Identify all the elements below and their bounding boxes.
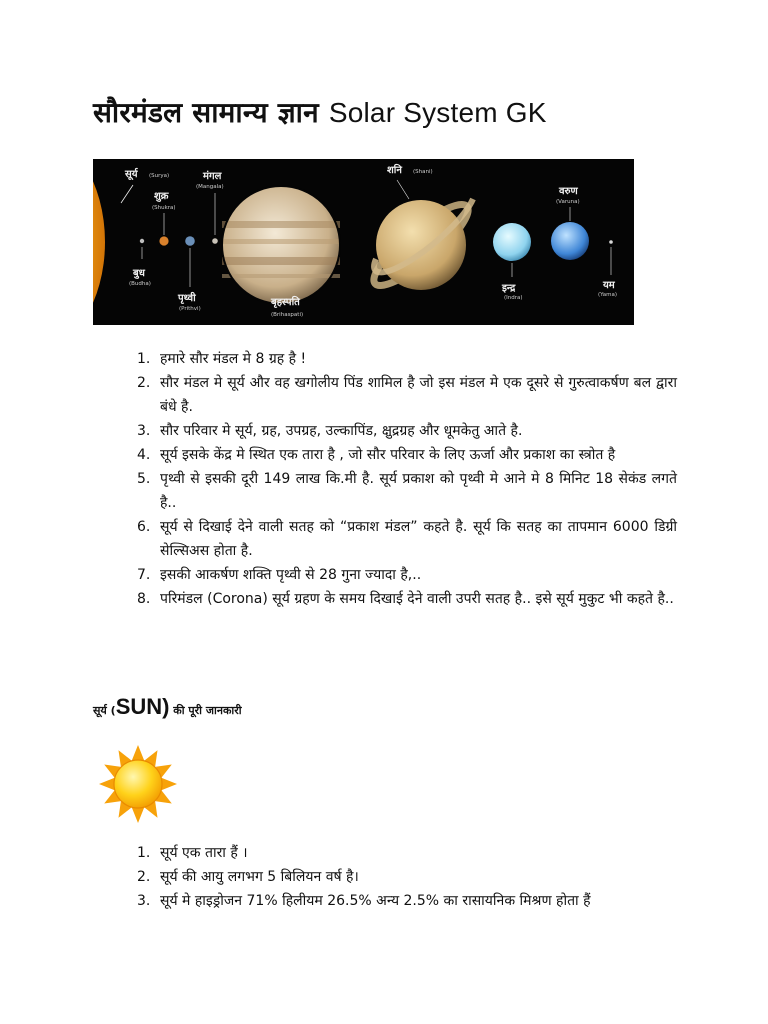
label-pluto: यम <box>603 280 615 291</box>
label-jupiter-sub: (Brihaspati) <box>271 312 304 318</box>
list-item-number: 4. <box>137 447 151 463</box>
fact-list-item <box>137 443 677 467</box>
page-title <box>93 93 547 131</box>
sun-section-heading <box>93 694 242 720</box>
neptune-shape <box>551 222 589 260</box>
label-mercury: बुध <box>133 268 145 279</box>
label-earth-sub: (Prithvi) <box>179 306 201 312</box>
label-neptune: वरुण <box>559 186 578 197</box>
mars-shape <box>212 238 218 244</box>
mercury-shape <box>140 239 144 243</box>
sun-facts-list <box>137 841 677 913</box>
list-item-number: 6. <box>137 519 151 535</box>
uranus-shape <box>493 223 531 261</box>
label-mars-sub: (Mangala) <box>196 184 224 190</box>
label-mercury-sub: (Budha) <box>129 281 151 287</box>
label-neptune-sub: (Varuna) <box>556 199 580 205</box>
label-earth: पृथ्वी <box>178 293 196 304</box>
list-item-text: सूर्य की आयु लगभग 5 बिलियन वर्ष है। <box>160 869 359 885</box>
solar-system-image <box>93 159 634 325</box>
fact-list-item <box>137 467 677 515</box>
venus-shape <box>159 236 168 245</box>
list-item-number: 1. <box>137 845 151 861</box>
fact-list-item <box>137 419 677 443</box>
list-item-number: 2. <box>137 869 151 885</box>
sun-heading-suffix: की पूरी जानकारी <box>169 704 242 717</box>
list-item-number: 5. <box>137 471 151 487</box>
sun-shape <box>93 159 105 325</box>
label-uranus: इन्द्र <box>502 283 516 294</box>
list-item-number: 1. <box>137 351 151 367</box>
label-uranus-sub: (Indra) <box>504 295 523 301</box>
list-item-number: 3. <box>137 893 151 909</box>
label-saturn-sub: (Shani) <box>413 169 433 175</box>
fact-list-item <box>137 371 677 419</box>
label-jupiter: बृहस्पति <box>271 297 300 308</box>
list-item-text: पृथ्वी से इसकी दूरी 149 लाख कि.मी है. सूर्य प्रकाश को पृथ्वी मे आने मे 8 मिनिट 18 सेकंड लगते है.. <box>160 471 677 511</box>
earth-shape <box>185 236 195 246</box>
list-item-number: 3. <box>137 423 151 439</box>
pluto-shape <box>609 240 613 244</box>
list-item-text: हमारे सौर मंडल मे 8 ग्रह है ! <box>160 351 307 367</box>
sun-heading-prefix: सूर्य ( <box>93 704 116 717</box>
list-item-text: सूर्य मे हाइड्रोजन 71% हिलीयम 26.5% अन्य 2.5% का रासायनिक मिश्रण होता हैं <box>160 893 591 909</box>
label-sun: सूर्य <box>125 169 138 180</box>
sun-icon <box>95 744 181 824</box>
list-item-number: 7. <box>137 567 151 583</box>
label-mars: मंगल <box>203 171 222 182</box>
fact-list-item <box>137 587 677 611</box>
list-item-text: इसकी आकर्षण शक्ति पृथ्वी से 28 गुना ज्यादा है,.. <box>160 567 422 583</box>
list-item-number: 2. <box>137 375 151 391</box>
list-item-number: 8. <box>137 591 151 607</box>
page-title-hindi: सौरमंडल सामान्य ज्ञान <box>93 96 319 129</box>
label-venus: शुक्र <box>154 191 169 202</box>
list-item-text: परिमंडल (Corona) सूर्य ग्रहण के समय दिखाई देने वाली उपरी सतह है.. इसे सूर्य मुकुट भी कहते है.. <box>160 591 674 607</box>
sun-fact-list-item <box>137 865 677 889</box>
label-sun-sub: (Surya) <box>149 173 170 179</box>
list-item-text: सौर मंडल मे सूर्य और वह खगोलीय पिंड शामिल है जो इस मंडल मे एक दूसरे से गुरुत्वाकर्षण बल द्वारा बंधे है. <box>160 375 677 415</box>
label-venus-sub: (Shukra) <box>152 205 176 211</box>
label-pluto-sub: (Yama) <box>598 292 617 298</box>
fact-list-item <box>137 515 677 563</box>
list-item-text: सूर्य इसके केंद्र मे स्थित एक तारा है , जो सौर परिवार के लिए ऊर्जा और प्रकाश का स्त्रोत है <box>160 447 616 463</box>
solar-system-facts-list <box>137 347 677 611</box>
list-item-text: सूर्य से दिखाई देने वाली सतह को “प्रकाश मंडल” कहते है. सूर्य कि सतह का तापमान 6000 डिग्री सेल्सिअस होता है. <box>160 519 677 559</box>
fact-list-item <box>137 563 677 587</box>
sun-fact-list-item <box>137 841 677 865</box>
sun-heading-big: SUN) <box>115 694 170 719</box>
list-item-text: सौर परिवार मे सूर्य, ग्रह, उपग्रह, उल्कापिंड, क्षुद्रग्रह और धूमकेतु आते है. <box>160 423 523 439</box>
solar-system-illustration <box>93 159 634 325</box>
sun-fact-list-item <box>137 889 677 913</box>
label-saturn: शनि <box>387 165 402 176</box>
saturn-shape <box>376 200 466 290</box>
list-item-text: सूर्य एक तारा हैं । <box>160 845 248 861</box>
page-title-english: Solar System GK <box>328 97 547 128</box>
fact-list-item <box>137 347 677 371</box>
